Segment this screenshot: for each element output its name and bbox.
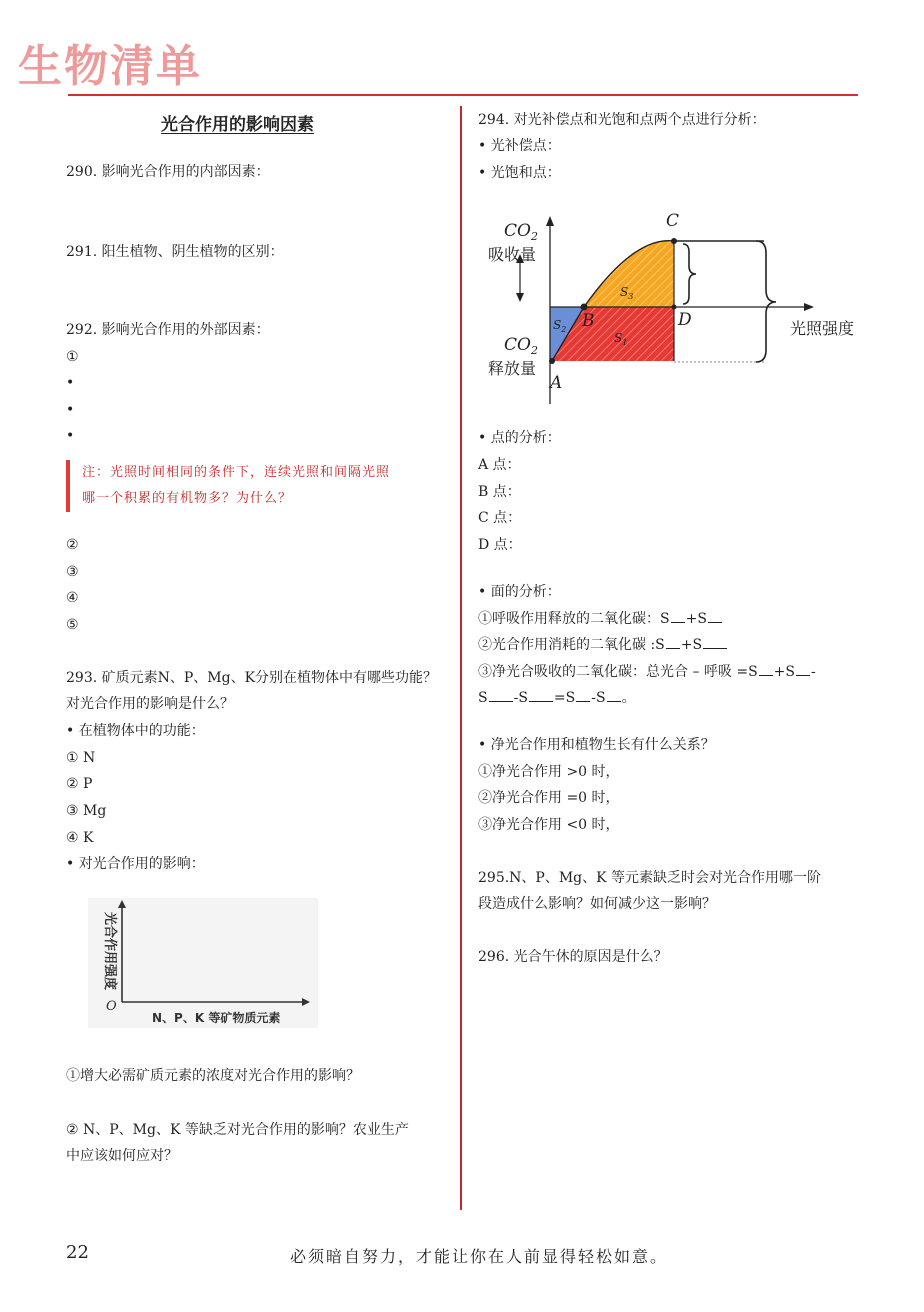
net-photosynthesis-question: • 净光合作用和植物生长有什么关系？: [478, 737, 715, 753]
question-a: ①增大必需矿质元素的浓度对光合作用的影响？: [66, 1068, 360, 1084]
label-s3: $S_3$: [620, 285, 634, 301]
list-item: ①: [66, 349, 79, 365]
x-axis-label: 光照强度: [790, 319, 855, 338]
question-291: 291. 阳生植物、阴生植物的区别：: [66, 244, 284, 260]
bullet: •: [66, 428, 75, 444]
x-axis-label: N、P、K 等矿物质元素: [152, 1011, 281, 1025]
release-label: 释放量: [488, 359, 537, 378]
small-brace: [683, 244, 696, 304]
origin-label: O: [106, 999, 117, 1014]
question-b: ② N、P、Mg、K 等缺乏对光合作用的影响？农业生产: [66, 1122, 409, 1138]
net-case-2: ②净光合作用 =0 时，: [478, 790, 620, 806]
label-s1: $S_1$: [614, 331, 628, 347]
point-b: [581, 304, 588, 311]
light-curve-diagram: [486, 196, 868, 404]
bullet: •: [66, 375, 75, 391]
header-divider: [68, 94, 858, 96]
point-analysis-label: • 点的分析：: [478, 430, 561, 446]
question-296: 296. 光合午休的原因是什么？: [478, 949, 668, 965]
area-1: ①呼吸作用释放的二氧化碳：S +S: [478, 609, 723, 629]
y-axis-label: 光合作用强度: [102, 912, 117, 991]
double-arrow-down: [516, 293, 524, 302]
point-d-analysis: D 点：: [478, 537, 522, 553]
question-295-cont: 段造成什么影响？如何减少这一影响？: [478, 896, 716, 912]
saturation-label: • 光饱和点：: [478, 165, 561, 181]
page-number: 22: [66, 1242, 89, 1263]
net-case-1: ①净光合作用 >0 时，: [478, 764, 620, 780]
large-brace: [756, 241, 776, 362]
element-p: ② P: [66, 776, 93, 792]
area-3: ③净光合吸收的二氧化碳：总光合 – 呼吸 =S +S -: [478, 664, 816, 680]
list-item: ⑤: [66, 617, 79, 633]
question-294: 294. 对光补偿点和光饱和点两个点进行分析：: [478, 112, 766, 128]
section-title: 光合作用的影响因素: [161, 115, 314, 135]
question-290: 290. 影响光合作用的内部因素：: [66, 164, 270, 180]
brand-title: 生物清单: [18, 41, 202, 92]
footer-motto: 必须暗自努力，才能让你在人前显得轻松如意。: [290, 1247, 669, 1266]
compensation-label: • 光补偿点：: [478, 138, 561, 154]
label-b: B: [582, 311, 595, 331]
note-line: 哪一个积累的有机物多？为什么？: [82, 491, 293, 506]
element-mg: ③ Mg: [66, 803, 107, 819]
absorb-label: 吸收量: [488, 245, 537, 264]
point-c-analysis: C 点：: [478, 510, 522, 526]
function-label: • 在植物体中的功能：: [66, 723, 205, 739]
mineral-effect-chart: [88, 898, 318, 1028]
list-item: ③: [66, 564, 79, 580]
label-s2: $S_2$: [553, 318, 567, 334]
question-b-cont: 中应该如何应对？: [66, 1148, 178, 1164]
y-axis-arrow: [546, 216, 554, 226]
question-292: 292. 影响光合作用的外部因素：: [66, 322, 270, 338]
question-295: 295.N、P、Mg、K 等元素缺乏时会对光合作用哪一阶: [478, 870, 822, 886]
net-case-3: ③净光合作用 <0 时，: [478, 817, 620, 833]
co2-up-label: $CO_2$: [504, 221, 538, 243]
list-item: ②: [66, 537, 79, 553]
note-callout: [66, 460, 454, 512]
element-k: ④ K: [66, 830, 94, 846]
bullet: •: [66, 402, 75, 418]
area-analysis-label: • 面的分析：: [478, 584, 561, 600]
question-293: 293. 矿质元素N、P、Mg、K分别在植物体中有哪些功能？: [66, 670, 438, 686]
co2-down-label: $CO_2$: [504, 335, 538, 357]
column-divider: [460, 106, 462, 1210]
point-a-analysis: A 点：: [478, 457, 521, 473]
element-n: ① N: [66, 750, 96, 766]
note-line: 注：光照时间相同的条件下，连续光照和间隔光照: [82, 465, 391, 480]
point-c: [671, 238, 677, 244]
list-item: ④: [66, 590, 79, 606]
label-a: A: [550, 373, 563, 393]
effect-label: • 对光合作用的影响：: [66, 856, 205, 872]
point-d: [672, 305, 677, 310]
x-axis-arrow: [804, 303, 814, 311]
label-d: D: [678, 310, 692, 330]
label-c: C: [666, 211, 680, 231]
question-293-cont: 对光合作用的影响是什么？: [66, 696, 234, 712]
area-3-cont: S -S =S -S 。: [478, 690, 636, 706]
point-a: [549, 358, 555, 364]
point-b-analysis: B 点：: [478, 484, 521, 500]
area-2: ②光合作用消耗的二氧化碳 :S +S: [478, 635, 728, 655]
